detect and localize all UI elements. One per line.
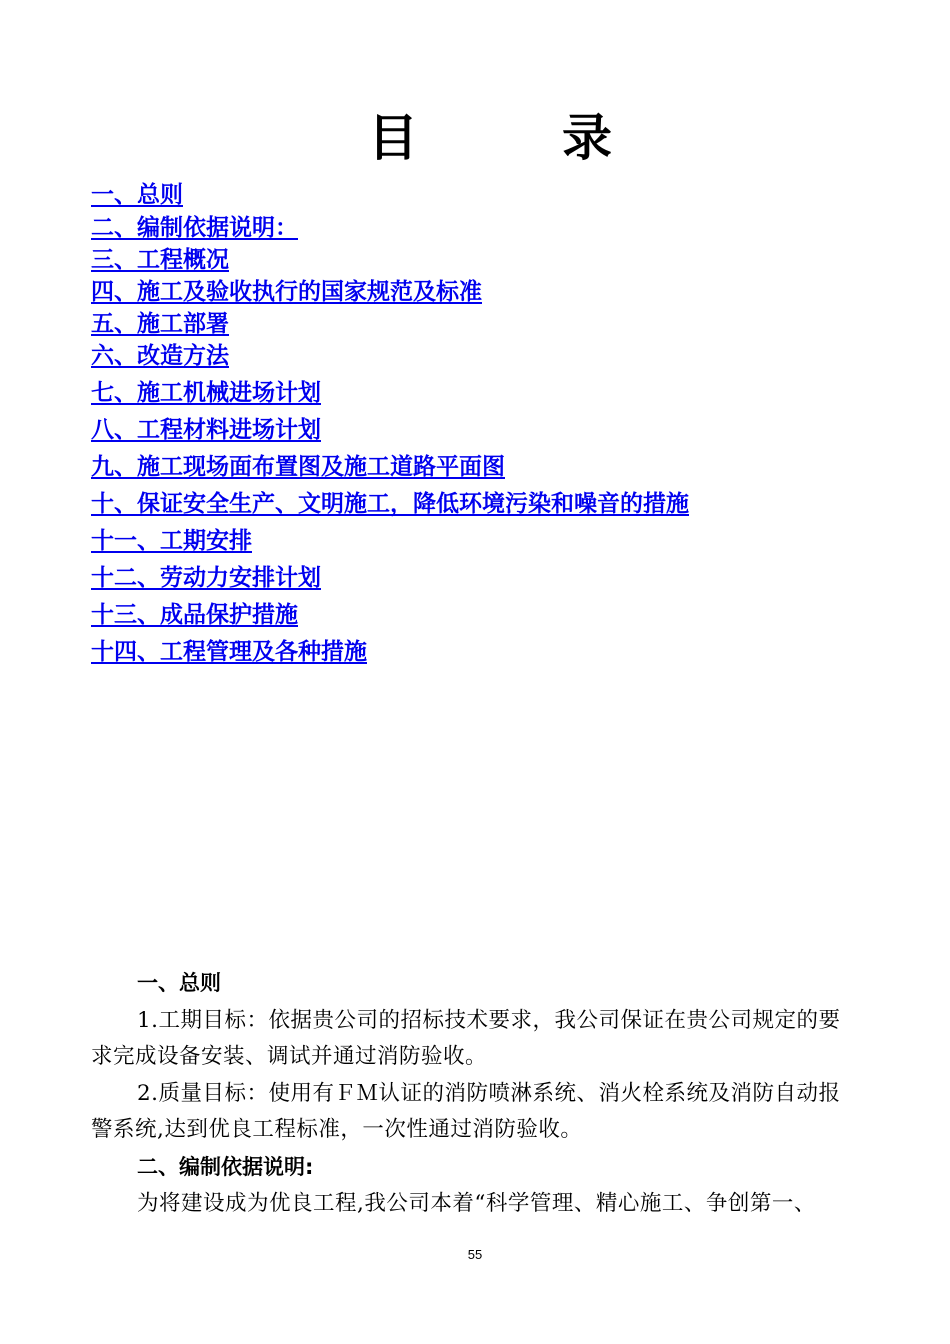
toc-link-1[interactable]: 一、总则 [91,182,183,208]
paragraph-schedule-goal: 1.工期目标：依据贵公司的招标技术要求，我公司保证在贵公司规定的要求完成设备安装、调试并通过消防验收。 [91,1008,841,1069]
section-heading-basis: 二、编制依据说明: [137,1155,314,1179]
toc-link-8[interactable]: 八、工程材料进场计划 [91,417,321,443]
toc-link-2[interactable]: 二、编制依据说明： [91,215,298,241]
toc-link-13[interactable]: 十三、成品保护措施 [91,602,298,628]
paragraph-basis: 为将建设成为优良工程,我公司本着“科学管理、精心施工、争创第一、 [137,1191,816,1216]
toc-link-14[interactable]: 十四、工程管理及各种措施 [91,639,367,665]
toc-link-3[interactable]: 三、工程概况 [91,247,229,273]
section-heading-general: 一、总则 [137,971,221,995]
page-number: 55 [467,1247,483,1262]
toc-title-char-2: 录 [562,109,614,167]
toc-link-5[interactable]: 五、施工部署 [91,311,229,337]
toc-link-12[interactable]: 十二、劳动力安排计划 [91,565,321,591]
toc-link-7[interactable]: 七、施工机械进场计划 [91,380,321,406]
toc-title-char-1: 目 [368,109,420,167]
toc-link-11[interactable]: 十一、工期安排 [91,528,252,554]
toc-link-10[interactable]: 十、保证安全生产、文明施工，降低环境污染和噪音的措施 [91,491,689,517]
toc-link-4[interactable]: 四、施工及验收执行的国家规范及标准 [91,279,482,305]
toc-title [0,108,950,168]
paragraph-quality-goal: 2.质量目标：使用有ＦＭ认证的消防喷淋系统、消火栓系统及消防自动报警系统,达到优良工程标准，一次性通过消防验收。 [91,1081,841,1142]
toc-link-9[interactable]: 九、施工现场面布置图及施工道路平面图 [91,454,505,480]
toc-link-6[interactable]: 六、改造方法 [91,343,229,369]
